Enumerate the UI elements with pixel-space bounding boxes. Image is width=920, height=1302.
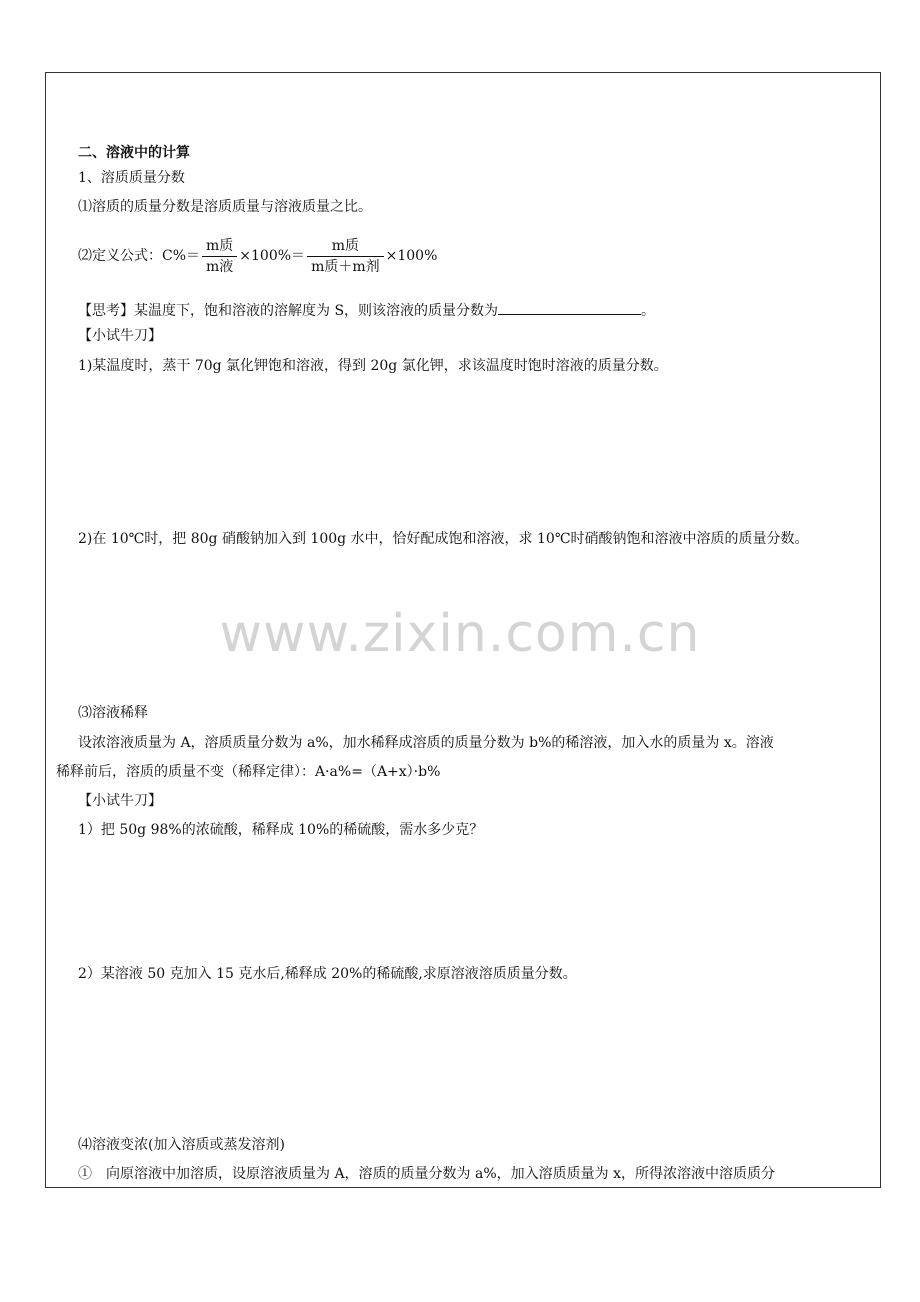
question-1: 1)某温度时，蒸干 70g 氯化钾饱和溶液，得到 20g 氯化钾，求该温度时饱时溶液的质量分数。 [78,358,668,374]
dilution-title: ⑶溶液稀释 [78,705,148,721]
fraction-2-denominator: m质＋m剂 [311,258,380,275]
formula-suffix: ×100% [385,248,438,264]
formula-line [78,234,437,278]
question-3: 1）把 50g 98%的浓硫酸，稀释成 10%的稀硫酸，需水多少克？ [78,822,484,838]
concentration-title: ⑷溶液变浓(加入溶质或蒸发溶剂) [78,1137,285,1153]
section-title: 二、溶液中的计算 [78,145,190,161]
think-question [78,299,655,321]
question-2: 2)在 10℃时，把 80g 硝酸钠加入到 100g 水中，恰好配成饱和溶液，求 10℃时硝酸钠饱和溶液中溶质的质量分数。 [78,531,809,547]
fraction-2-numerator: m质 [307,236,384,257]
formula-mid: ×100%＝ [239,248,306,264]
question-4: 2）某溶液 50 克加入 15 克水后,稀释成 20%的稀硫酸,求原溶液溶质质量分数。 [78,966,577,982]
subsection-title: 1、溶质质量分数 [78,170,185,186]
think-end: 。 [641,303,656,319]
concentration-text-line-1: ① 向原溶液中加溶质，设原溶液质量为 A，溶质的质量分数为 a%，加入溶质质量为 x，所得浓溶液中溶质质分 [78,1166,776,1182]
answer-blank[interactable] [498,299,641,315]
fraction-1-numerator: m质 [202,236,237,257]
try-label-1: 【小试牛刀】 [78,328,162,344]
try-label-2: 【小试牛刀】 [78,793,162,809]
formula-prefix: ⑵定义公式：C%＝ [78,248,201,264]
think-text: 【思考】某温度下，饱和溶液的溶解度为 S，则该溶液的质量分数为 [78,303,499,319]
dilution-text-line-1: 设浓溶液质量为 A，溶质质量分数为 a%，加水稀释成溶质的质量分数为 b%的稀溶液，加入水的质量为 x。溶液 [78,735,774,751]
dilution-text-line-2: 稀释前后，溶质的质量不变（稀释定律）：A·a%=（A+x）·b% [56,764,441,780]
definition-text: ⑴溶质的质量分数是溶质质量与溶液质量之比。 [78,199,372,215]
fraction-1-denominator: m液 [206,258,234,275]
fraction-2 [307,236,384,277]
watermark: www.zixin.com.cn [219,604,701,664]
fraction-1 [202,236,237,277]
